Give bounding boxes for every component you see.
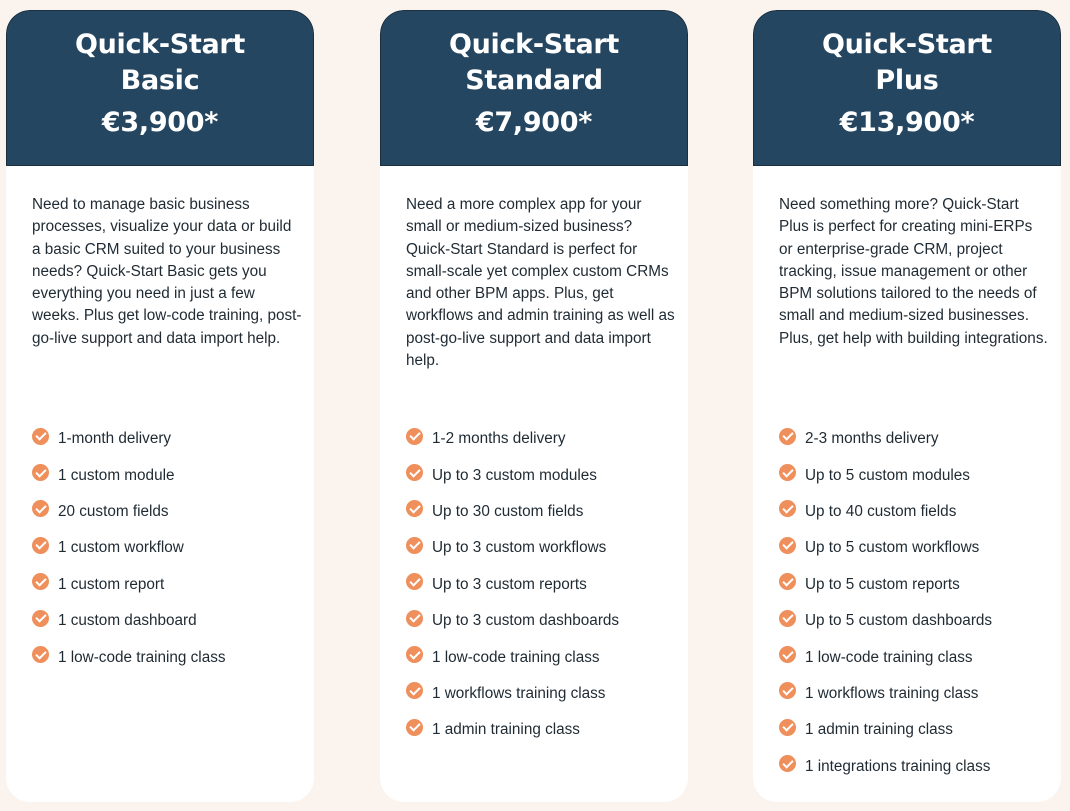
- feature-label: 1 workflows training class: [432, 684, 606, 702]
- feature-label: 1 integrations training class: [805, 757, 991, 775]
- feature-item: [32, 494, 312, 530]
- feature-item: [406, 639, 686, 675]
- plan-price: €13,900*: [839, 107, 975, 138]
- card-header: [380, 10, 688, 166]
- feature-item: [32, 530, 312, 566]
- plan-name: [7, 27, 313, 99]
- check-circle-icon: [779, 755, 796, 772]
- feature-item: [406, 530, 686, 566]
- card-header: [753, 10, 1061, 166]
- feature-label: 2-3 months delivery: [805, 430, 939, 448]
- feature-list: [32, 421, 312, 676]
- feature-label: 1 custom workflow: [58, 539, 184, 557]
- check-circle-icon: [32, 500, 49, 517]
- feature-label: 1 low-code training class: [805, 648, 973, 666]
- check-circle-icon: [406, 500, 423, 517]
- plan-description: Need to manage basic business processes, visualize your data or build a basic CRM suited to your business needs? Quick-Start Basic gets you everything you need in just a few weeks. Plus get low-code training, post-go-live support and data import help.: [32, 196, 302, 347]
- check-circle-icon: [32, 646, 49, 663]
- check-circle-icon: [779, 464, 796, 481]
- pricing-card-standard: [380, 10, 688, 802]
- feature-label: Up to 40 custom fields: [805, 502, 957, 520]
- feature-item: [32, 603, 312, 639]
- feature-item: [779, 530, 1059, 566]
- feature-label: 1 custom report: [58, 575, 165, 593]
- feature-label: Up to 5 custom modules: [805, 466, 970, 484]
- check-circle-icon: [779, 719, 796, 736]
- check-circle-icon: [406, 682, 423, 699]
- plan-description: Need something more? Quick-Start Plus is perfect for creating mini-ERPs or enterprise-grade CRM, project tracking, issue management or other BPM solutions tailored to the needs of small and medium-sized businesses. Plus, get help with building integrations.: [779, 196, 1048, 347]
- check-circle-icon: [32, 610, 49, 627]
- feature-label: Up to 30 custom fields: [432, 502, 584, 520]
- feature-label: 1 workflows training class: [805, 684, 979, 702]
- check-circle-icon: [32, 464, 49, 481]
- check-circle-icon: [779, 682, 796, 699]
- pricing-card-plus: [753, 10, 1061, 802]
- feature-item: [406, 676, 686, 712]
- feature-label: Up to 5 custom dashboards: [805, 612, 993, 630]
- feature-item: [406, 712, 686, 748]
- check-circle-icon: [779, 428, 796, 445]
- check-circle-icon: [32, 537, 49, 554]
- card-header: [6, 10, 314, 166]
- feature-item: [779, 712, 1059, 748]
- plan-name: [754, 27, 1060, 99]
- feature-label: Up to 3 custom dashboards: [432, 612, 620, 630]
- feature-item: [32, 421, 312, 457]
- plan-name-line1: Quick-Start: [821, 29, 993, 60]
- feature-item: [779, 421, 1059, 457]
- feature-list: [406, 421, 686, 749]
- feature-label: 1 admin training class: [432, 721, 580, 739]
- feature-label: 1-2 months delivery: [432, 430, 566, 448]
- feature-item: [406, 421, 686, 457]
- feature-label: Up to 3 custom reports: [432, 575, 587, 593]
- feature-item: [779, 457, 1059, 493]
- check-circle-icon: [406, 610, 423, 627]
- plan-price: €3,900*: [101, 107, 219, 138]
- plan-name-line2: Standard: [465, 65, 603, 96]
- feature-item: [406, 567, 686, 603]
- check-circle-icon: [779, 573, 796, 590]
- feature-item: [406, 603, 686, 639]
- check-circle-icon: [779, 537, 796, 554]
- check-circle-icon: [406, 573, 423, 590]
- feature-label: Up to 5 custom workflows: [805, 539, 980, 557]
- check-circle-icon: [406, 537, 423, 554]
- feature-list: [779, 421, 1059, 785]
- feature-label: 1 low-code training class: [58, 648, 226, 666]
- feature-item: [32, 639, 312, 675]
- plan-price: €7,900*: [475, 107, 593, 138]
- check-circle-icon: [779, 610, 796, 627]
- plan-name: [381, 27, 687, 99]
- plan-name-line2: Plus: [875, 65, 939, 96]
- feature-item: [779, 676, 1059, 712]
- feature-label: 1 custom module: [58, 466, 175, 484]
- feature-item: [779, 749, 1059, 785]
- check-circle-icon: [32, 428, 49, 445]
- check-circle-icon: [406, 464, 423, 481]
- check-circle-icon: [779, 500, 796, 517]
- plan-name-line1: Quick-Start: [74, 29, 246, 60]
- feature-item: [779, 603, 1059, 639]
- feature-item: [779, 494, 1059, 530]
- check-circle-icon: [406, 646, 423, 663]
- feature-label: 1 low-code training class: [432, 648, 600, 666]
- feature-item: [779, 639, 1059, 675]
- feature-label: 20 custom fields: [58, 502, 169, 520]
- feature-label: Up to 3 custom workflows: [432, 539, 607, 557]
- check-circle-icon: [406, 428, 423, 445]
- plan-name-line1: Quick-Start: [448, 29, 620, 60]
- feature-item: [406, 457, 686, 493]
- feature-label: Up to 3 custom modules: [432, 466, 597, 484]
- check-circle-icon: [779, 646, 796, 663]
- feature-label: 1 admin training class: [805, 721, 953, 739]
- feature-label: 1 custom dashboard: [58, 612, 197, 630]
- check-circle-icon: [406, 719, 423, 736]
- feature-item: [406, 494, 686, 530]
- feature-label: Up to 5 custom reports: [805, 575, 960, 593]
- plan-description: Need a more complex app for your small or medium-sized business? Quick-Start Standard is perfect for small-scale yet complex custom CRMs and other BPM apps. Plus, get workflows and admin training as well as post-go-live support and data import help.: [406, 196, 675, 370]
- feature-item: [32, 567, 312, 603]
- check-circle-icon: [32, 573, 49, 590]
- pricing-card-basic: [6, 10, 314, 802]
- feature-item: [32, 457, 312, 493]
- feature-label: 1-month delivery: [58, 430, 172, 448]
- feature-item: [779, 567, 1059, 603]
- plan-name-line2: Basic: [120, 65, 200, 96]
